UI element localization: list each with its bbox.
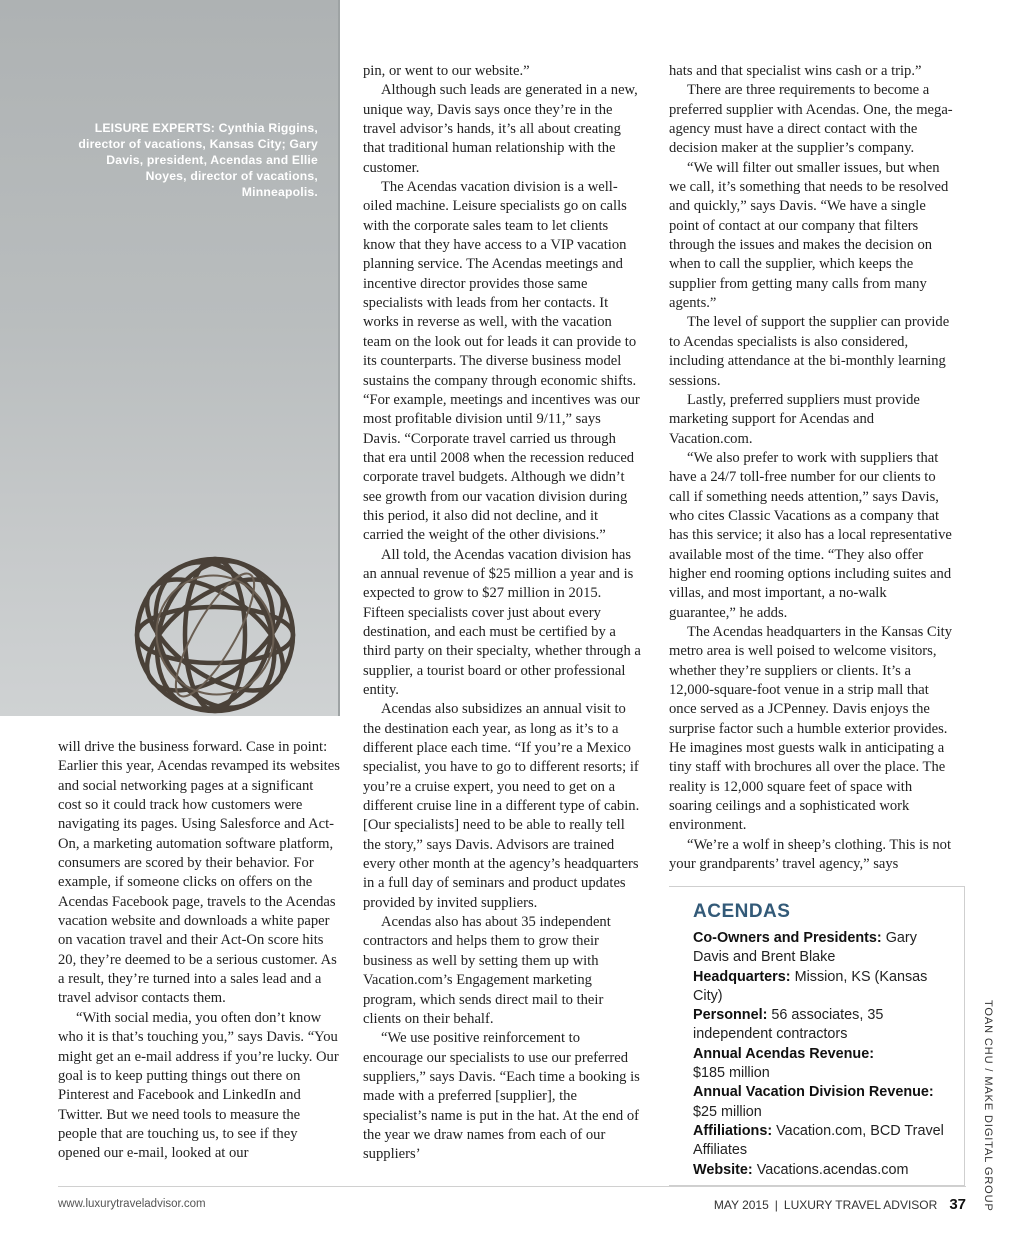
fact-row <box>693 1006 954 1045</box>
fact-row <box>693 968 954 1007</box>
paragraph: The level of support the supplier can provide to Acendas specialists is also considered, including attendance at the bi-monthly learning sessions. <box>669 314 950 389</box>
paragraph: “With social media, you often don’t know who it is that’s touching you,” says Davis. “You might get an e-mail address if you’re lucky. Our goal is to keep putting things out there on Pinterest and Facebook and LinkedIn and Twitter. But we need tools to measure the people that are touching us, to see if they opened our e-mail, looked at our <box>58 1009 339 1162</box>
paragraph: Acendas also subsidizes an annual visit to the destination each year, as long as it’s to a different place each time. “If you’re a Mexico specialist, you have to go to different resorts; if you’re a cruise expert, you need to get on a different cruise line in a different type of cabin. [Our specialists] need to be able to really tell the story,” says Davis. Advisors are trained every other month at the agency’s headquarters in a full day of seminars and product updates provided by invited suppliers. <box>363 701 640 911</box>
fact-label: Personnel: <box>693 1007 768 1024</box>
fact-box <box>669 886 965 1186</box>
article-column-2 <box>363 62 641 1165</box>
fact-label: Affiliations: <box>693 1122 773 1139</box>
magazine-name: LUXURY TRAVEL ADVISOR <box>783 1198 938 1212</box>
fact-label: Annual Acendas Revenue: <box>693 1045 874 1062</box>
fact-row <box>693 929 954 968</box>
paragraph: “We will filter out smaller issues, but when we call, it’s something that needs to be resolved and quickly,” says Davis. “We have a single point of contact at our company that filters through the issues and makes the decision on when to call the supplier, which keeps the supplier from getting many calls from many agents.” <box>669 159 949 312</box>
fact-label: Annual Vacation Division Revenue: <box>693 1084 934 1101</box>
paragraph: “We use positive reinforcement to encourage our specialists to use our preferred suppliers,” says Davis. “Each time a booking is made with a preferred [supplier], the specialist’s name is put in the hat. At the end of the year we draw names from each of our suppliers’ <box>363 1030 640 1163</box>
fact-value: Mission, KS (Kansas City) <box>693 968 928 1004</box>
paragraph: The Acendas vacation division is a well-oiled machine. Leisure specialists go on calls with the corporate sales team to let clients know that they have access to a VIP vacation planning service. The Acendas meetings and incentive director provides those same specialists with leads from her contacts. It works in reverse as well, with the vacation team on the look out for leads it can provide to its counterparts. The diverse business model sustains the company through economic shifts. “For example, meetings and incentives was our most profitable division until 9/11,” says Davis. “Corporate travel carried us through that era until 2008 when the recession reduced corporate travel budgets. Although we didn’t see growth from our vacation division during this period, it also did not decline, and it carried the weight of the other divisions.” <box>363 179 640 544</box>
page-number: 37 <box>949 1196 966 1213</box>
armillary-sculpture <box>120 540 320 716</box>
fact-value: $185 million <box>693 1065 770 1082</box>
paragraph: Acendas also has about 35 independent contractors and helps them to grow their business as well by setting them up with Vacation.com’s Engagement marketing program, which sends direct mail to their clients on their behalf. <box>363 914 611 1027</box>
fact-row <box>693 1161 954 1180</box>
issue-date: MAY 2015 <box>713 1198 769 1212</box>
fact-value: Vacations.acendas.com <box>752 1161 909 1178</box>
paragraph: hats and that specialist wins cash or a trip.” <box>669 63 922 79</box>
paragraph: Lastly, preferred suppliers must provide marketing support for Acendas and Vacation.com. <box>669 391 920 447</box>
article-column-3 <box>669 62 955 874</box>
paragraph: “We’re a wolf in sheep’s clothing. This is not your grandparents’ travel agency,” says <box>669 836 952 873</box>
fact-value: Vacation.com, BCD Travel Affiliates <box>693 1122 944 1159</box>
footer-url: www.luxurytraveladvisor.com <box>58 1198 206 1210</box>
photo-credit: TOAN CHU / MAKE DIGITAL GROUP <box>982 1000 994 1212</box>
folio-separator: | <box>774 1198 778 1212</box>
fact-label: Website: <box>693 1161 753 1178</box>
photo-caption: LEISURE EXPERTS: Cynthia Riggins, director of vacations, Kansas City; Gary Davis, president, Acendas and Ellie Noyes, director of vacations, Minneapolis. <box>78 121 318 199</box>
footer-folio <box>714 1196 966 1213</box>
paragraph: Although such leads are generated in a new, unique way, Davis says once they’re in the travel advisor’s hands, it’s all about creating that traditional human relationship with the customer. <box>363 82 638 176</box>
fact-row <box>693 1122 954 1161</box>
footer-divider <box>58 1186 966 1187</box>
paragraph: All told, the Acendas vacation division has an annual revenue of $25 million a year and is expected to grow to $27 million in 2015. Fifteen specialists cover just about every destination, and each must be certified by a third party on their specialty, whether through a supplier, a tourist board or other professional entity. <box>363 546 641 698</box>
wall-edge <box>338 0 340 716</box>
fact-value: $25 million <box>693 1103 762 1120</box>
fact-box-title: ACENDAS <box>693 901 791 922</box>
photo <box>0 0 340 716</box>
paragraph: The Acendas headquarters in the Kansas City metro area is well poised to welcome visitors, whether they’re suppliers or clients. It’s a 12,000-square-foot venue in a strip mall that once served as a JCPenney. Davis enjoys the surprise factor such a humble exterior provides. He imagines most guests walk in anticipating a tiny staff with brochures all over the place. The reality is 12,000 square feet of space with soaring ceilings and a sophisticated work environment. <box>669 623 953 834</box>
paragraph: “We also prefer to work with suppliers that have a 24/7 toll-free number for our clients to call if something needs attention,” says Davis, who cites Classic Vacations as a company that has this service; it also has a local representative available most of the time. “They also offer higher end rooming options including suites and villas, and most important, a no-walk guarantee,” he adds. <box>669 449 952 621</box>
article-column-1 <box>58 738 340 1164</box>
fact-row <box>693 1045 954 1084</box>
fact-value: Gary Davis and Brent Blake <box>693 930 917 966</box>
fact-label: Headquarters: <box>693 968 791 985</box>
paragraph: There are three requirements to become a preferred supplier with Acendas. One, the mega-agency must have a direct contact with the decision maker at the supplier’s company. <box>669 82 953 157</box>
fact-row <box>693 1083 954 1122</box>
fact-label: Co-Owners and Presidents: <box>693 930 882 946</box>
fact-value: 56 associates, 35 independent contractors <box>693 1007 884 1043</box>
paragraph: will drive the business forward. Case in point: Earlier this year, Acendas revamped its websites and social networking pages at a significant cost so it could track how customers were navigating its pages. Using Salesforce and Act-On, a marketing automation software platform, consumers are scored by their behavior. For example, if someone clicks on offers on the Acendas Facebook page, travels to the Acendas vacation website and downloads a white paper on vacation travel and their Act-On score hits 20, they’re deemed to be a serious customer. As a result, they’re turned into a sales lead and a travel advisor contacts them. <box>58 739 340 1007</box>
paragraph: pin, or went to our website.” <box>363 63 530 79</box>
